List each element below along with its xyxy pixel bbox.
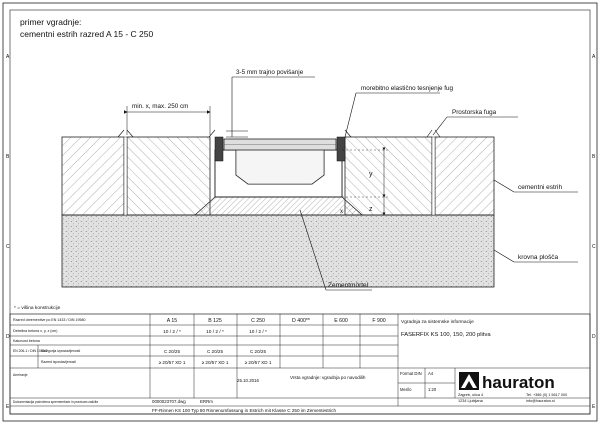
sealing-label: morebitno elastično tesnjenje fug <box>361 85 454 92</box>
class-header: F 900 <box>372 318 386 324</box>
installation-note: Vrsta vgradnje: vgradnja po navodilih <box>290 375 366 380</box>
grid-letter: B <box>592 154 596 160</box>
drawing-number: 0000023707.dwg <box>152 399 186 404</box>
address-line1: Zagreb, ulica 4 <box>458 393 484 397</box>
joint-label: Prostorska fuga <box>452 109 497 116</box>
estrih-label: cementni estrih <box>518 184 563 191</box>
logo-text: hauraton <box>482 373 555 392</box>
slab-label: krovna plošča <box>518 254 559 261</box>
grid-letter: D <box>592 334 596 340</box>
title-block <box>10 314 590 414</box>
row-label: Razred obremenitve po EN 1433 / DIN 19580 <box>13 318 86 322</box>
drain-channel <box>215 137 345 197</box>
class-header: B 125 <box>208 318 222 324</box>
thickness-value: 10 / 2 / * <box>249 330 267 335</box>
tolerance-label: 3-5 mm trajno povišanje <box>236 69 304 76</box>
dim-z: z <box>369 206 373 213</box>
grade-value: C 20/25 <box>206 349 224 354</box>
grid-letter: C <box>6 244 10 250</box>
grid-letter: A <box>592 54 596 60</box>
phone: Tel. +386 (0) 1 5617 000 <box>526 393 568 397</box>
format-value: A4 <box>428 371 434 376</box>
grid-letter: E <box>6 404 10 410</box>
header-line1: primer vgradnje: <box>20 17 82 27</box>
footnote: * = višina konstrukcije <box>14 306 61 311</box>
reinforcement-value: ≥ 20/57 XD 1 <box>244 360 272 365</box>
grade-value: C 20/25 <box>163 349 181 354</box>
class-header: E 600 <box>334 318 348 324</box>
scale-label: Merilo <box>400 387 412 392</box>
address-line2: 1234 Ljubljana <box>458 399 483 403</box>
class-header: A 15 <box>166 318 178 324</box>
grid-letter: E <box>592 404 596 410</box>
row-label: Razred izpostavljenosti <box>41 360 76 364</box>
roof-slab <box>62 215 494 287</box>
email: info@hauraton.si <box>526 399 555 403</box>
scale-value: 1:20 <box>428 387 437 392</box>
footer-description: FF-Rinnen KS 100 Typ 80 Rinnenumfassung in Estrich mit Klasse C 250 im Zementestrich <box>152 408 337 413</box>
format-label: Format DIN <box>400 371 422 376</box>
project-line1: Vgradnja za sistemske informacije <box>401 320 474 325</box>
class-header: C 250 <box>251 318 265 324</box>
date: 25.10.2016 <box>237 378 259 383</box>
distance-label: min. x, max. 250 cm <box>132 103 189 110</box>
hauraton-logo-icon <box>459 372 479 390</box>
author: ERRm <box>200 399 213 404</box>
small-print: Dokumentacija podvržena spremembam in pravicam zaščite <box>13 400 99 404</box>
thickness-value: 10 / 2 / * <box>163 330 181 335</box>
dim-y: y <box>369 171 373 178</box>
reinforcement-value: ≥ 20/57 XD 1 <box>158 360 186 365</box>
row-label: Kakovost betona <box>13 339 40 343</box>
row-label: EN 206-1 / DIN 1045-2 <box>13 349 48 353</box>
class-header: D 400** <box>292 318 310 324</box>
row-label: Kategorija izpostavljenosti <box>41 349 81 353</box>
grid-letter: D <box>6 334 10 340</box>
row-label: Debelina betona x, y, z (cm) <box>13 329 58 333</box>
grid-letter: B <box>6 154 10 160</box>
dim-x: x <box>340 209 343 215</box>
mortar-label: Zementmörtel <box>328 282 369 289</box>
grade-value: C 20/25 <box>249 349 267 354</box>
reinforcement-value: ≥ 20/57 XD 1 <box>201 360 229 365</box>
project-line2: FASERFIX KS 100, 150, 200 plitva <box>401 332 491 338</box>
thickness-value: 10 / 2 / * <box>206 330 224 335</box>
header-line2: cementni estrih razred A 15 - C 250 <box>20 29 154 39</box>
grid-letter: C <box>592 244 596 250</box>
row-label: Armiranje <box>13 373 28 377</box>
grid-letter: A <box>6 54 10 60</box>
